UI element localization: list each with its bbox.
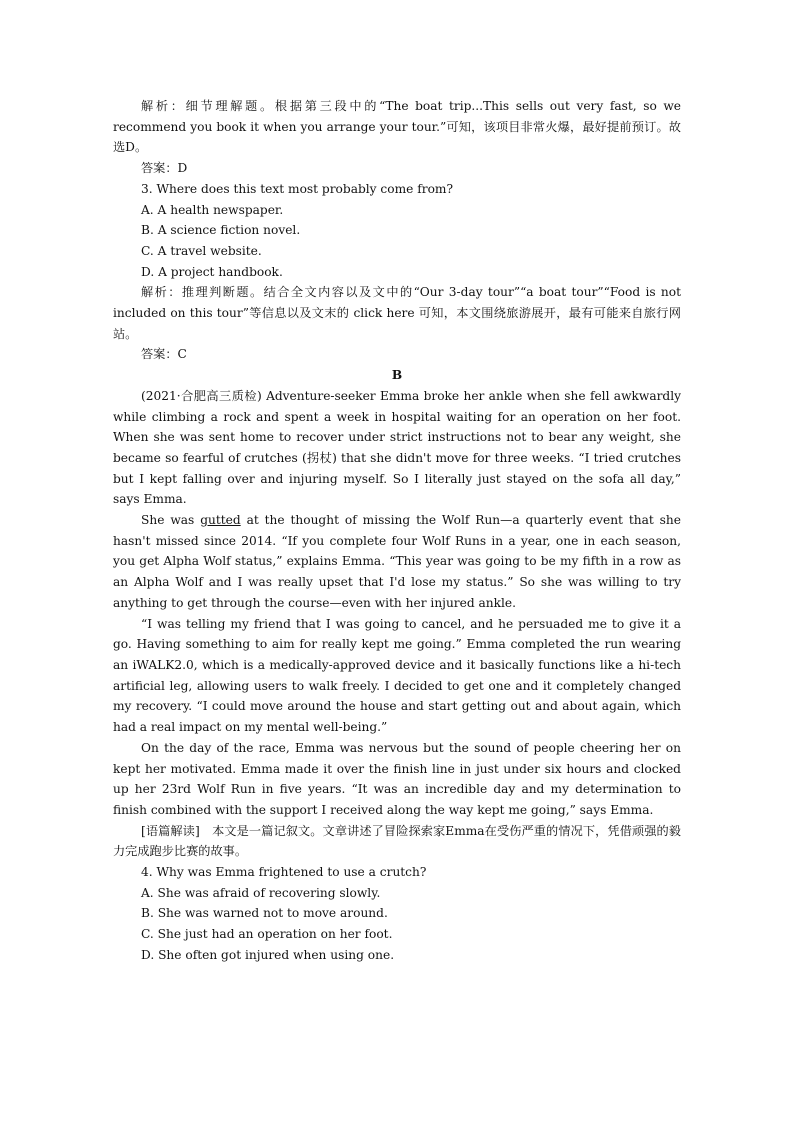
q3-answer: 答案：C [141,347,187,362]
q3-analysis: 解析：推理判断题。结合全文内容以及文中的“Our 3-day tour”“a boat tour”“Food is not included on this tour”等信息以及文末的 click here 可知，本文围绕旅游展开，最有可能来自旅行网站。 [113,285,681,341]
q4-question: 4. Why was Emma frightened to use a crutch? [141,865,427,880]
q3-question: 3. Where does this text most probably come from? [141,181,453,196]
q3-option-b: B. A science fiction novel. [141,223,301,238]
q4-option-a: A. She was afraid of recovering slowly. [141,885,381,900]
q3-option-c: C. A travel website. [141,243,262,258]
passage-paragraph-2 [113,510,681,614]
passage-paragraph-4: On the day of the race, Emma was nervous but the sound of people cheering her on kept her motivated. Emma made it over the finish line in just under six hours and clocked up her 23rd Wolf Run in five years. “It was an incredible day and my determination to finish combined with the support I received along the way kept me going,” says Emma. [113,740,681,817]
p2-after: at the thought of missing the Wolf Run—a quarterly event that she hasn't missed since 2014. “If you complete four Wolf Runs in a year, one in each season, you get Alpha Wolf status,” explains Emma. “This year was going to be my fifth in a row as an Alpha Wolf and I was really upset that I'd lose my status.” So she was willing to try anything to get through the course—even with her injured ankle. [113,513,681,610]
underlined-word: gutted [200,513,241,528]
q3-option-d: D. A project handbook. [141,264,283,279]
passage-paragraph-3: “I was telling my friend that I was going to cancel, and he persuaded me to give it a go. Having something to aim for really kept me going.” Emma completed the run wearing an iWALK2.0, which is a medically-approved device and it basically functions like a hi-tech artificial leg, allowing users to walk freely. I decided to get one and it completely changed my recovery. “I could move around the house and start getting out and about again, which had a real impact on my mental well-being.” [113,616,681,735]
q4-option-b: B. She was warned not to move around. [141,906,388,921]
section-b-heading: B [391,368,403,383]
p2-before: She was [141,513,201,528]
q4-option-c: C. She just had an operation on her foot. [141,927,393,942]
document-page [113,96,681,966]
q2-answer: 答案：D [141,161,188,176]
q3-option-a: A. A health newspaper. [141,202,284,217]
q4-option-d: D. She often got injured when using one. [141,947,395,962]
passage-interpretation: [语篇解读] 本文是一篇记叙文。文章讲述了冒险探索家Emma在受伤严重的情况下，凭借顽强的毅力完成跑步比赛的故事。 [113,823,681,859]
q2-analysis: 解析：细节理解题。根据第三段中的“The boat trip...This sells out very fast, so we recommend you book it when you arrange your tour.”可知，该项目非常火爆，最好提前预订。故选D。 [113,99,681,155]
passage-paragraph-1: (2021·合肥高三质检) Adventure-seeker Emma broke her ankle when she fell awkwardly while climbing a rock and spent a week in hospital waiting for an operation on her foot. When she was sent home to recover under strict instructions not to bear any weight, she became so fearful of crutches (拐杖) that she didn't move for three weeks. “I tried crutches but I kept falling over and injuring myself. So I literally just stayed on the sofa all day,” says Emma. [113,388,681,507]
